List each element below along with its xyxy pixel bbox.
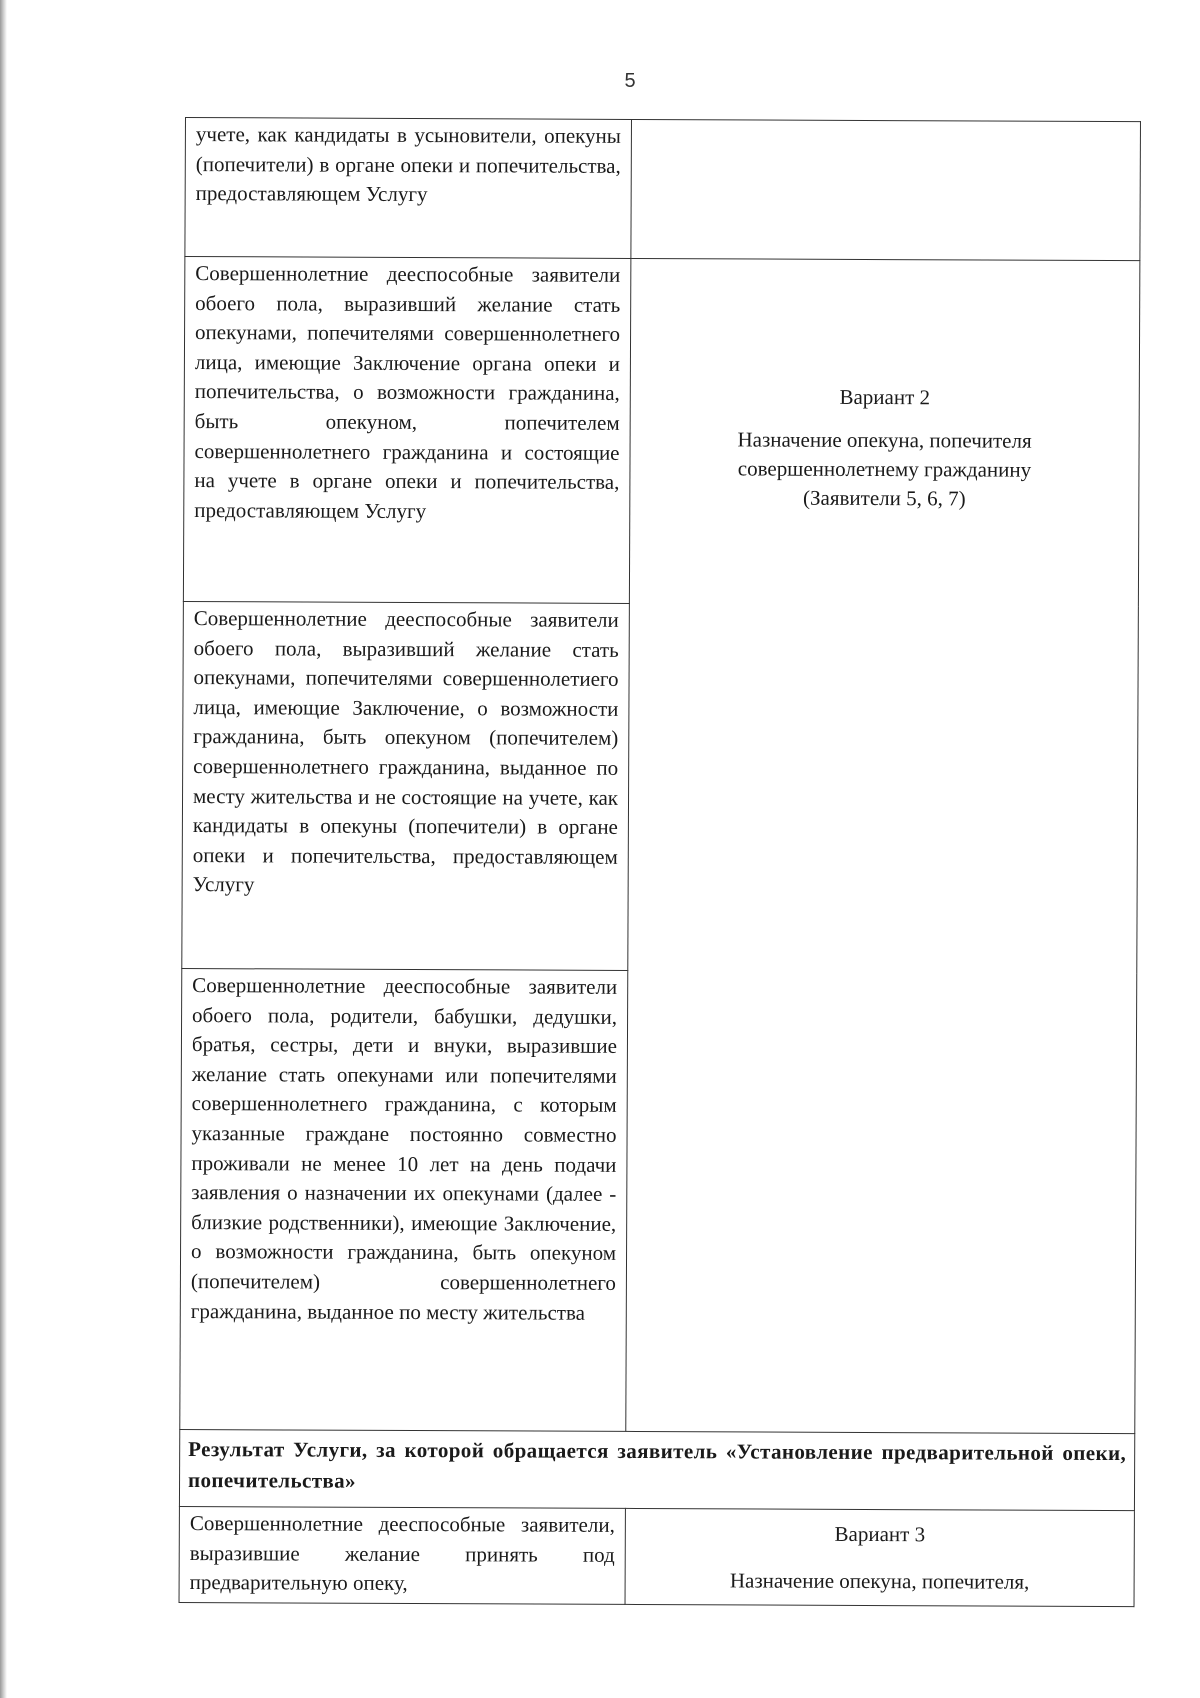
applicant-text: учете, как кандидаты в усыновители, опекуны (попечители) в органе опеки и попечительства, предоставляющем Услугу <box>195 122 621 207</box>
result-header-text: Результат Услуги, за которой обращается заявитель «Установление предварительной опеки, попечительства» <box>188 1437 1127 1493</box>
table-cell-variant-3 <box>625 1508 1134 1606</box>
table-row <box>185 118 1141 261</box>
variant-2-block <box>630 382 1139 514</box>
table-cell-applicant <box>182 601 630 970</box>
table-row-header <box>179 1429 1134 1510</box>
variant-2-line-3: (Заявители 5, 6, 7) <box>802 485 966 511</box>
applicant-text: Совершеннолетние дееспособные заявители обоего пола, родители, бабушки, дедушки, братья, сестры, дети и внуки, выразившие желание стать опекунами или попечителями совершеннолетнего гражданина, с которым указанные граждане постоянно совместно проживали не менее 10 лет на день подачи заявления о назначении их опекунами (далее - близкие родственники), имеющие Заключение, о возможности гражданина, быть опекуном (попечителем) совершеннолетнего гражданина, выданное по месту жительства <box>190 973 618 1325</box>
variant-3-title: Вариант 3 <box>834 1521 926 1547</box>
applicant-text: Совершеннолетние дееспособные заявители, выразившие желание принять под предварительную опеку, <box>189 1511 615 1596</box>
table-cell-applicant <box>179 1506 625 1604</box>
variant-2-line-1: Назначение опекуна, попечителя <box>737 427 1032 453</box>
result-header-cell <box>179 1429 1134 1510</box>
table-cell-applicant <box>183 257 631 604</box>
table-cell-variant-2 <box>626 258 1140 1433</box>
page-number: 5 <box>624 70 636 92</box>
result-header <box>180 1430 1134 1504</box>
applicant-text: Совершеннолетние дееспособные заявители обоего пола, выразивший желание стать опекунами, попечителями совершеннолетнего лица, имеющие Заключение органа опеки и попечительства, о возможности гражданина, быть опекуном, попечителем совершеннолетнего гражданина и состоящие на учете в органе опеки и попечительства, предоставляющем Услугу <box>194 261 621 523</box>
applicants-variants-table <box>179 117 1141 1607</box>
table-cell-empty <box>631 119 1141 260</box>
variant-3-block <box>626 1509 1134 1597</box>
variant-2-line-2: совершеннолетнему гражданину <box>737 456 1032 482</box>
table-row <box>183 257 1139 606</box>
scan-edge-shadow <box>0 0 7 1698</box>
applicant-text: Совершеннолетние дееспособные заявители обоего пола, выразивший желание стать опекунами, попечителями совершеннолетиего лица, имеющие Заключение, о возможности гражданина, быть опекуном (попечителем) совершеннолетнего гражданина, выданное по месту жительства и не состоящие на учете, как кандидаты в опекуны (попечители) в органе опеки и попечительства, предоставляющем Услугу <box>192 606 619 897</box>
table-cell-applicant <box>180 968 628 1431</box>
variant-2-title: Вариант 2 <box>839 384 931 410</box>
variant-3-line-1: Назначение опекуна, попечителя, <box>729 1568 1030 1594</box>
table-cell-applicant <box>185 118 632 259</box>
table-row <box>179 1506 1134 1606</box>
